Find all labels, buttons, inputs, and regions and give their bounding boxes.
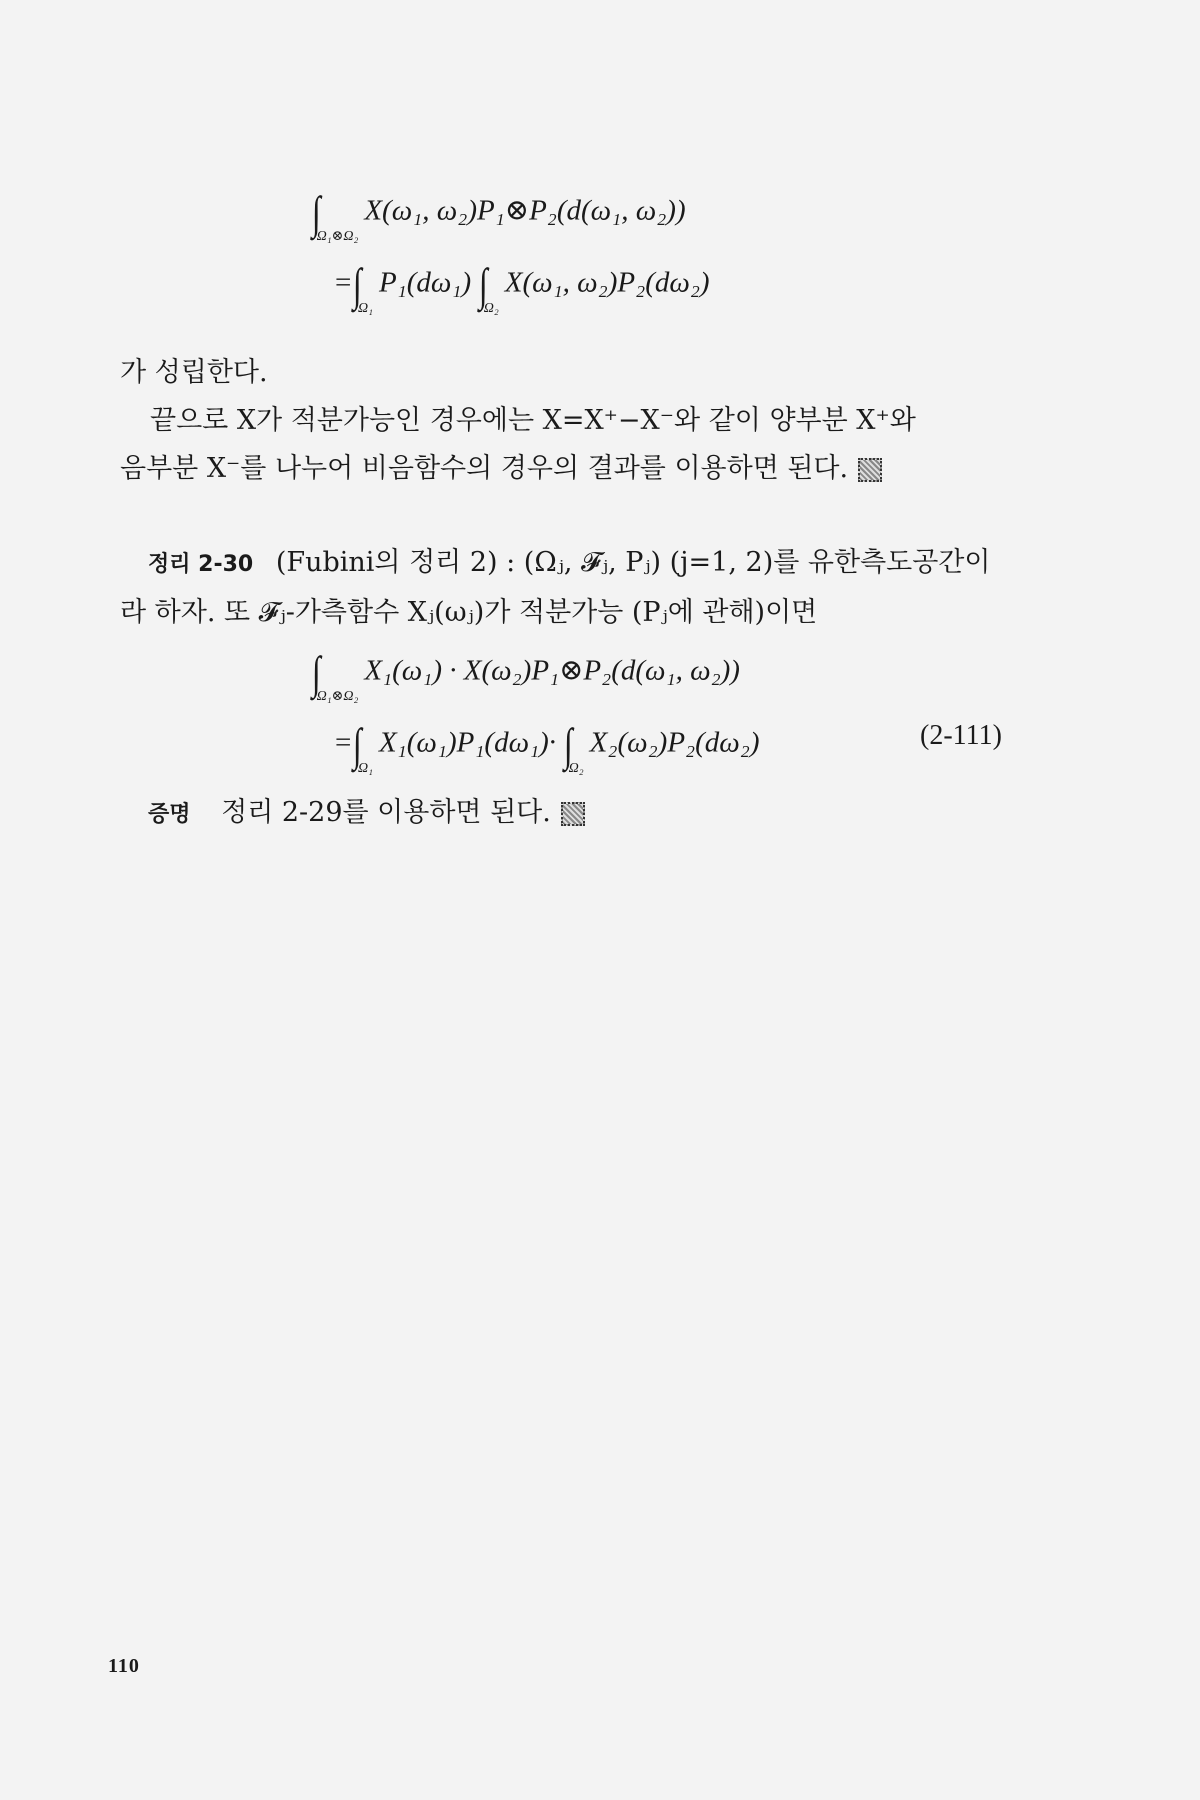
equation-expression: X₂(ω₂)P₂(dω₂) xyxy=(589,726,760,759)
proof-label: 증명 xyxy=(148,802,191,827)
theorem-line-1 xyxy=(148,540,990,579)
integral-sign: ∫ xyxy=(311,647,321,698)
equation-2-line-1 xyxy=(310,647,740,705)
equation-expression: P₁(dω₁) xyxy=(378,266,472,299)
equals-sign: = xyxy=(335,726,352,759)
integral-sign: ∫ xyxy=(353,259,363,310)
integral-subscript: Ω₁⊗Ω₂ xyxy=(316,228,359,244)
qed-icon xyxy=(858,458,882,482)
paragraph-text-content: 음부분 X⁻를 나누어 비음함수의 경우의 결과를 이용하면 된다. xyxy=(120,453,849,484)
equation-2-line-2 xyxy=(335,719,760,777)
equation-1-line-1 xyxy=(310,187,686,245)
theorem-statement: (Fubini의 정리 2) : (Ωⱼ, 𝓕ⱼ, Pⱼ) (j=1, 2)를 유한측도공간이 xyxy=(275,547,991,578)
integral-sign: ∫ xyxy=(311,187,321,238)
integral-subscript: Ω₁ xyxy=(357,300,373,316)
integral-sign: ∫ xyxy=(353,719,363,770)
equals-sign: = xyxy=(335,266,352,299)
paragraph-text xyxy=(120,446,882,485)
equation-number: (2-111) xyxy=(920,720,1002,751)
integral-sign: ∫ xyxy=(563,719,573,770)
proof-line xyxy=(148,790,585,829)
theorem-line-2: 라 하자. 또 𝓕ⱼ-가측함수 Xⱼ(ωⱼ)가 적분가능 (Pⱼ에 관해)이면 xyxy=(120,597,818,628)
equation-1-line-2 xyxy=(335,259,710,317)
integral-subscript: Ω₂ xyxy=(568,760,584,776)
integral-subscript: Ω₂ xyxy=(483,300,499,316)
equation-expression: X(ω₁, ω₂)P₂(dω₂) xyxy=(504,266,710,299)
equation-expression: X₁(ω₁)P₁(dω₁)· xyxy=(378,726,557,759)
proof-text: 정리 2-29를 이용하면 된다. xyxy=(221,797,551,828)
paragraph-text: 끝으로 X가 적분가능인 경우에는 X=X⁺−X⁻와 같이 양부분 X⁺와 xyxy=(150,405,916,436)
theorem-label: 정리 2-30 xyxy=(148,552,254,577)
page-number: 110 xyxy=(108,1655,140,1677)
paragraph-text: 가 성립한다. xyxy=(120,357,268,388)
equation-expression: X₁(ω₁) · X(ω₂)P₁⊗P₂(d(ω₁, ω₂)) xyxy=(364,654,740,687)
integral-subscript: Ω₁⊗Ω₂ xyxy=(316,688,359,704)
equation-expression: X(ω₁, ω₂)P₁⊗P₂(d(ω₁, ω₂)) xyxy=(364,194,686,227)
qed-icon xyxy=(561,802,585,826)
integral-subscript: Ω₁ xyxy=(357,760,373,776)
integral-sign: ∫ xyxy=(479,259,488,310)
